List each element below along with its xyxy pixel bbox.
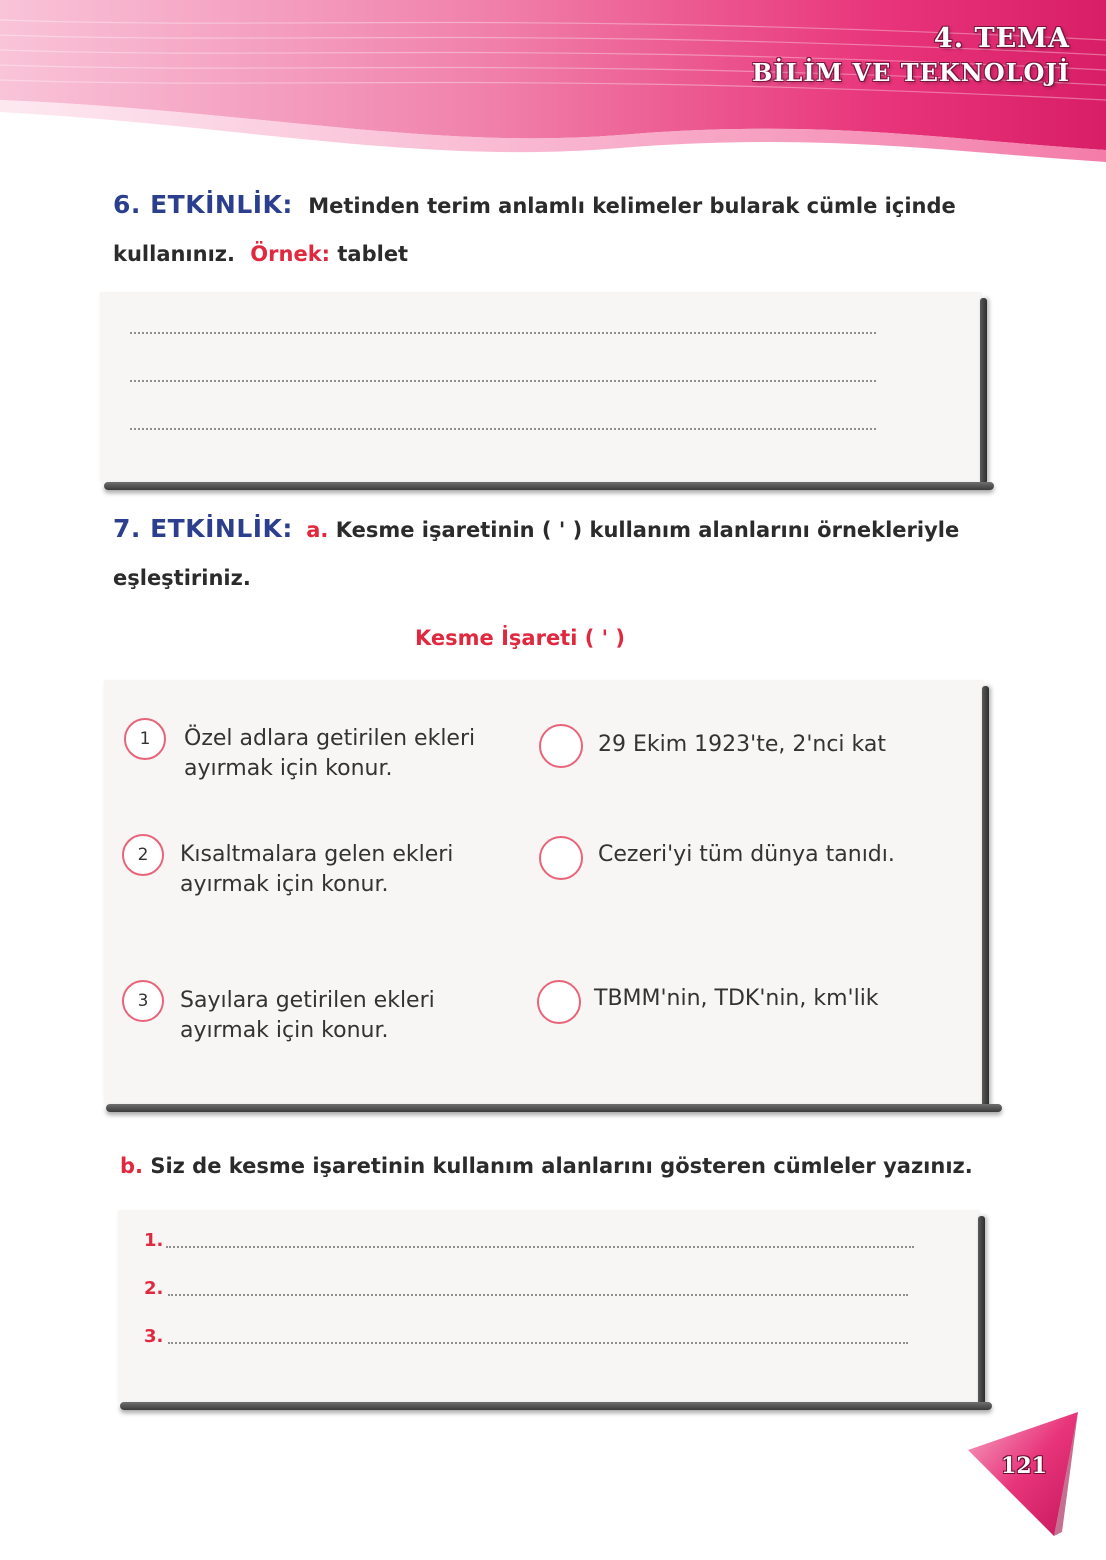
part-b-heading bbox=[120, 1154, 973, 1178]
box-shadow-bottom bbox=[104, 482, 994, 490]
theme-name: BİLİM VE TEKNOLOJİ bbox=[751, 58, 1070, 87]
box-shadow-right bbox=[980, 298, 987, 484]
activity6-instruction-line2: kullanınız. bbox=[113, 242, 235, 266]
rule-2-line1: Kısaltmalara gelen ekleri bbox=[180, 842, 454, 867]
activity7-instruction-line1: Kesme işaretinin ( ' ) kullanım alanlarını örnekleriyle bbox=[335, 518, 960, 542]
rule-2-text bbox=[180, 840, 453, 900]
rule-1-line1: Özel adlara getirilen ekleri bbox=[184, 726, 476, 751]
activity6-instruction-line1: Metinden terim anlamlı kelimeler bularak cümle içinde bbox=[308, 194, 956, 218]
rule-3-text bbox=[180, 986, 435, 1046]
rule-3-line2: ayırmak için konur. bbox=[180, 1018, 389, 1043]
answer-circle[interactable] bbox=[539, 724, 583, 768]
activity6-answer-box bbox=[100, 292, 982, 482]
rule-number-2: 2 bbox=[122, 834, 164, 876]
rule-1-text bbox=[184, 724, 475, 784]
line-number-2: 2. bbox=[144, 1278, 164, 1299]
kesme-isareti-title: Kesme İşareti ( ' ) bbox=[415, 626, 625, 650]
part-b-label: b. bbox=[120, 1154, 144, 1178]
example-label: Örnek: bbox=[250, 242, 331, 266]
part-b-answer-box bbox=[118, 1210, 980, 1402]
activity7-label: 7. ETKİNLİK: bbox=[113, 514, 293, 543]
box-shadow-bottom bbox=[120, 1402, 992, 1410]
theme-number: 4. TEMA bbox=[933, 23, 1070, 54]
answer-line[interactable] bbox=[130, 380, 876, 382]
answer-line[interactable] bbox=[130, 332, 876, 334]
page-number: 121 bbox=[1001, 1453, 1047, 1479]
rule-number-3: 3 bbox=[122, 980, 164, 1022]
example-value: tablet bbox=[337, 242, 409, 266]
box-shadow-right bbox=[982, 686, 989, 1108]
rule-1-line2: ayırmak için konur. bbox=[184, 756, 393, 781]
line-number-3: 3. bbox=[144, 1326, 164, 1347]
answer-line[interactable] bbox=[168, 1294, 908, 1296]
example-2-text: Cezeri'yi tüm dünya tanıdı. bbox=[598, 842, 895, 867]
theme-title bbox=[752, 22, 1070, 90]
box-shadow-bottom bbox=[106, 1104, 1002, 1112]
activity6-heading-line2 bbox=[113, 242, 408, 266]
activity6-label: 6. ETKİNLİK: bbox=[113, 190, 293, 219]
activity7-heading-line2 bbox=[113, 566, 251, 590]
answer-line[interactable] bbox=[130, 428, 876, 430]
rule-2-line2: ayırmak için konur. bbox=[180, 872, 389, 897]
example-1-text: 29 Ekim 1923'te, 2'nci kat bbox=[598, 732, 886, 757]
answer-line[interactable] bbox=[166, 1246, 914, 1248]
part-a-label: a. bbox=[306, 518, 329, 542]
rule-number-1: 1 bbox=[124, 718, 166, 760]
answer-circle[interactable] bbox=[539, 836, 583, 880]
line-number-1: 1. bbox=[144, 1230, 164, 1251]
activity7-instruction-line2: eşleştiriniz. bbox=[113, 566, 251, 590]
answer-circle[interactable] bbox=[537, 980, 581, 1024]
part-b-instruction: Siz de kesme işaretinin kullanım alanlarını gösteren cümleler yazınız. bbox=[150, 1154, 973, 1178]
activity6-heading bbox=[113, 190, 956, 219]
rule-3-line1: Sayılara getirilen ekleri bbox=[180, 988, 435, 1013]
answer-line[interactable] bbox=[168, 1342, 908, 1344]
example-3-text: TBMM'nin, TDK'nin, km'lik bbox=[594, 986, 879, 1011]
box-shadow-right bbox=[978, 1216, 985, 1406]
activity7-heading bbox=[113, 514, 959, 543]
